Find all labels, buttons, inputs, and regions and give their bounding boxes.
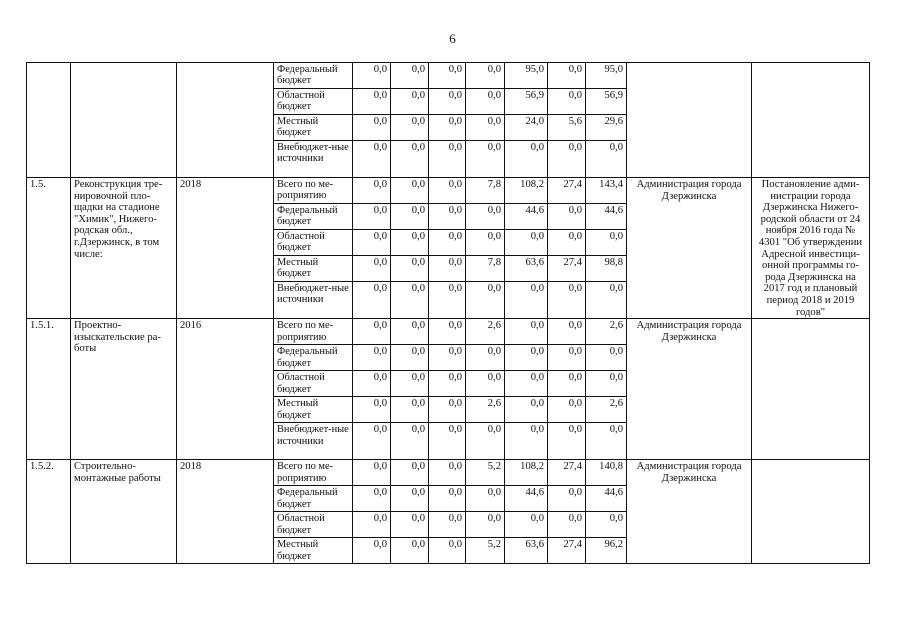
cont-num-cell xyxy=(27,63,71,178)
value-cell: 0,0 xyxy=(391,397,429,423)
value-cell: 0,0 xyxy=(391,89,429,115)
value-cell: 0,0 xyxy=(466,63,505,89)
value-cell: 24,0 xyxy=(505,115,548,141)
value-cell: 0,0 xyxy=(353,63,391,89)
value-cell: 0,0 xyxy=(391,538,429,564)
value-cell: 0,0 xyxy=(429,230,466,256)
value-cell: 0,0 xyxy=(429,486,466,512)
value-cell: 0,0 xyxy=(353,397,391,423)
value-cell: 27,4 xyxy=(548,538,586,564)
item-year: 2018 xyxy=(177,178,274,319)
value-cell: 0,0 xyxy=(391,256,429,282)
value-cell: 29,6 xyxy=(586,115,627,141)
value-cell: 44,6 xyxy=(586,486,627,512)
value-cell: 0,0 xyxy=(586,230,627,256)
value-cell: 0,0 xyxy=(466,115,505,141)
value-cell: 0,0 xyxy=(429,282,466,319)
cont-basis-cell xyxy=(752,63,870,178)
page-number: 6 xyxy=(449,31,456,46)
item-basis xyxy=(752,319,870,460)
value-cell: 108,2 xyxy=(505,178,548,204)
value-cell: 0,0 xyxy=(505,230,548,256)
item-name: Строительно-монтажные работы xyxy=(71,460,177,564)
value-cell: 5,2 xyxy=(466,460,505,486)
value-cell: 0,0 xyxy=(505,141,548,178)
value-cell: 0,0 xyxy=(548,486,586,512)
item-basis: Постановление адми-нистрации города Дзержинска Нижего-родской области от 24 ноября 2016 года № 4301 "Об утверждении Адресной инвестици-онной программы го-рода Дзержинска на 2017 год и плановый период 2018 и 2019 годов" xyxy=(752,178,870,319)
value-cell: 0,0 xyxy=(353,178,391,204)
value-cell: 0,0 xyxy=(353,256,391,282)
value-cell: 63,6 xyxy=(505,256,548,282)
item-year: 2016 xyxy=(177,319,274,460)
source-cell: Федеральный бюджет xyxy=(274,345,353,371)
value-cell: 98,8 xyxy=(586,256,627,282)
source-cell: Областной бюджет xyxy=(274,512,353,538)
value-cell: 0,0 xyxy=(353,486,391,512)
value-cell: 0,0 xyxy=(391,512,429,538)
value-cell: 27,4 xyxy=(548,256,586,282)
source-cell: Федеральный бюджет xyxy=(274,486,353,512)
item-number: 1.5.2. xyxy=(27,460,71,564)
value-cell: 0,0 xyxy=(353,282,391,319)
value-cell: 0,0 xyxy=(505,423,548,460)
value-cell: 0,0 xyxy=(429,141,466,178)
value-cell: 44,6 xyxy=(586,204,627,230)
value-cell: 0,0 xyxy=(353,230,391,256)
value-cell: 0,0 xyxy=(466,486,505,512)
value-cell: 0,0 xyxy=(505,397,548,423)
item-year: 2018 xyxy=(177,460,274,564)
value-cell: 0,0 xyxy=(466,371,505,397)
value-cell: 96,2 xyxy=(586,538,627,564)
source-cell: Федеральный бюджет xyxy=(274,63,353,89)
value-cell: 0,0 xyxy=(548,204,586,230)
value-cell: 0,0 xyxy=(548,230,586,256)
cont-year-cell xyxy=(177,63,274,178)
value-cell: 0,0 xyxy=(353,538,391,564)
value-cell: 0,0 xyxy=(353,371,391,397)
value-cell: 0,0 xyxy=(353,423,391,460)
value-cell: 0,0 xyxy=(505,282,548,319)
value-cell: 0,0 xyxy=(391,345,429,371)
value-cell: 0,0 xyxy=(466,423,505,460)
value-cell: 0,0 xyxy=(391,63,429,89)
value-cell: 0,0 xyxy=(353,204,391,230)
value-cell: 0,0 xyxy=(391,204,429,230)
value-cell: 0,0 xyxy=(548,141,586,178)
value-cell: 0,0 xyxy=(353,141,391,178)
item-executor: Администрация города Дзержинска xyxy=(627,460,752,564)
value-cell: 0,0 xyxy=(391,178,429,204)
value-cell: 0,0 xyxy=(353,115,391,141)
value-cell: 5,6 xyxy=(548,115,586,141)
source-cell: Областной бюджет xyxy=(274,371,353,397)
value-cell: 0,0 xyxy=(548,512,586,538)
value-cell: 2,6 xyxy=(466,397,505,423)
value-cell: 0,0 xyxy=(548,423,586,460)
value-cell: 0,0 xyxy=(586,141,627,178)
value-cell: 0,0 xyxy=(353,89,391,115)
value-cell: 0,0 xyxy=(429,256,466,282)
value-cell: 56,9 xyxy=(505,89,548,115)
cont-exec-cell xyxy=(627,63,752,178)
value-cell: 0,0 xyxy=(353,319,391,345)
value-cell: 0,0 xyxy=(586,371,627,397)
value-cell: 0,0 xyxy=(429,204,466,230)
value-cell: 44,6 xyxy=(505,486,548,512)
source-cell: Внебюджет-ные источники xyxy=(274,423,353,460)
value-cell: 0,0 xyxy=(586,345,627,371)
value-cell: 95,0 xyxy=(505,63,548,89)
source-cell: Внебюджет-ные источники xyxy=(274,282,353,319)
source-cell: Внебюджет-ные источники xyxy=(274,141,353,178)
value-cell: 0,0 xyxy=(586,423,627,460)
value-cell: 143,4 xyxy=(586,178,627,204)
value-cell: 0,0 xyxy=(429,115,466,141)
value-cell: 0,0 xyxy=(391,230,429,256)
value-cell: 2,6 xyxy=(466,319,505,345)
value-cell: 140,8 xyxy=(586,460,627,486)
value-cell: 0,0 xyxy=(466,204,505,230)
value-cell: 0,0 xyxy=(429,371,466,397)
item-number: 1.5.1. xyxy=(27,319,71,460)
item-basis xyxy=(752,460,870,564)
table-row xyxy=(27,460,870,486)
item-executor: Администрация города Дзержинска xyxy=(627,319,752,460)
value-cell: 0,0 xyxy=(466,345,505,371)
value-cell: 0,0 xyxy=(391,371,429,397)
value-cell: 0,0 xyxy=(391,460,429,486)
value-cell: 2,6 xyxy=(586,319,627,345)
source-cell: Всего по ме-роприятию xyxy=(274,319,353,345)
value-cell: 63,6 xyxy=(505,538,548,564)
funding-table xyxy=(26,62,870,564)
value-cell: 0,0 xyxy=(429,178,466,204)
value-cell: 0,0 xyxy=(466,512,505,538)
value-cell: 0,0 xyxy=(353,512,391,538)
value-cell: 0,0 xyxy=(466,282,505,319)
value-cell: 108,2 xyxy=(505,460,548,486)
value-cell: 0,0 xyxy=(391,282,429,319)
value-cell: 0,0 xyxy=(429,460,466,486)
value-cell: 0,0 xyxy=(466,141,505,178)
source-cell: Местный бюджет xyxy=(274,256,353,282)
value-cell: 95,0 xyxy=(586,63,627,89)
value-cell: 0,0 xyxy=(391,141,429,178)
value-cell: 0,0 xyxy=(429,423,466,460)
value-cell: 44,6 xyxy=(505,204,548,230)
value-cell: 0,0 xyxy=(505,319,548,345)
value-cell: 0,0 xyxy=(429,63,466,89)
source-cell: Местный бюджет xyxy=(274,115,353,141)
value-cell: 0,0 xyxy=(548,89,586,115)
table-row xyxy=(27,319,870,345)
value-cell: 0,0 xyxy=(505,371,548,397)
value-cell: 0,0 xyxy=(429,89,466,115)
item-name: Проектно-изыскательские ра-боты xyxy=(71,319,177,460)
value-cell: 0,0 xyxy=(548,63,586,89)
value-cell: 7,8 xyxy=(466,256,505,282)
value-cell: 2,6 xyxy=(586,397,627,423)
item-name: Реконструкция тре-нировочной пло-щадки на стадионе "Химик", Нижего-родская обл., г.Дзержинск, в том числе: xyxy=(71,178,177,319)
value-cell: 27,4 xyxy=(548,178,586,204)
value-cell: 0,0 xyxy=(548,282,586,319)
source-cell: Местный бюджет xyxy=(274,397,353,423)
value-cell: 0,0 xyxy=(548,345,586,371)
value-cell: 0,0 xyxy=(391,423,429,460)
value-cell: 0,0 xyxy=(391,486,429,512)
value-cell: 0,0 xyxy=(429,538,466,564)
source-cell: Областной бюджет xyxy=(274,89,353,115)
source-cell: Местный бюджет xyxy=(274,538,353,564)
item-number: 1.5. xyxy=(27,178,71,319)
value-cell: 0,0 xyxy=(429,512,466,538)
value-cell: 0,0 xyxy=(505,345,548,371)
value-cell: 5,2 xyxy=(466,538,505,564)
value-cell: 0,0 xyxy=(353,345,391,371)
table-row xyxy=(27,63,870,89)
value-cell: 0,0 xyxy=(391,319,429,345)
value-cell: 0,0 xyxy=(429,345,466,371)
value-cell: 0,0 xyxy=(548,371,586,397)
value-cell: 0,0 xyxy=(353,460,391,486)
value-cell: 0,0 xyxy=(429,397,466,423)
source-cell: Всего по ме-роприятию xyxy=(274,178,353,204)
table-body xyxy=(27,63,870,564)
table-row xyxy=(27,178,870,204)
value-cell: 27,4 xyxy=(548,460,586,486)
source-cell: Всего по ме-роприятию xyxy=(274,460,353,486)
cont-name-cell xyxy=(71,63,177,178)
value-cell: 7,8 xyxy=(466,178,505,204)
value-cell: 0,0 xyxy=(586,282,627,319)
value-cell: 0,0 xyxy=(548,319,586,345)
value-cell: 56,9 xyxy=(586,89,627,115)
item-executor: Администрация города Дзержинска xyxy=(627,178,752,319)
value-cell: 0,0 xyxy=(429,319,466,345)
source-cell: Областной бюджет xyxy=(274,230,353,256)
value-cell: 0,0 xyxy=(466,230,505,256)
value-cell: 0,0 xyxy=(391,115,429,141)
source-cell: Федеральный бюджет xyxy=(274,204,353,230)
value-cell: 0,0 xyxy=(505,512,548,538)
value-cell: 0,0 xyxy=(466,89,505,115)
value-cell: 0,0 xyxy=(586,512,627,538)
value-cell: 0,0 xyxy=(548,397,586,423)
